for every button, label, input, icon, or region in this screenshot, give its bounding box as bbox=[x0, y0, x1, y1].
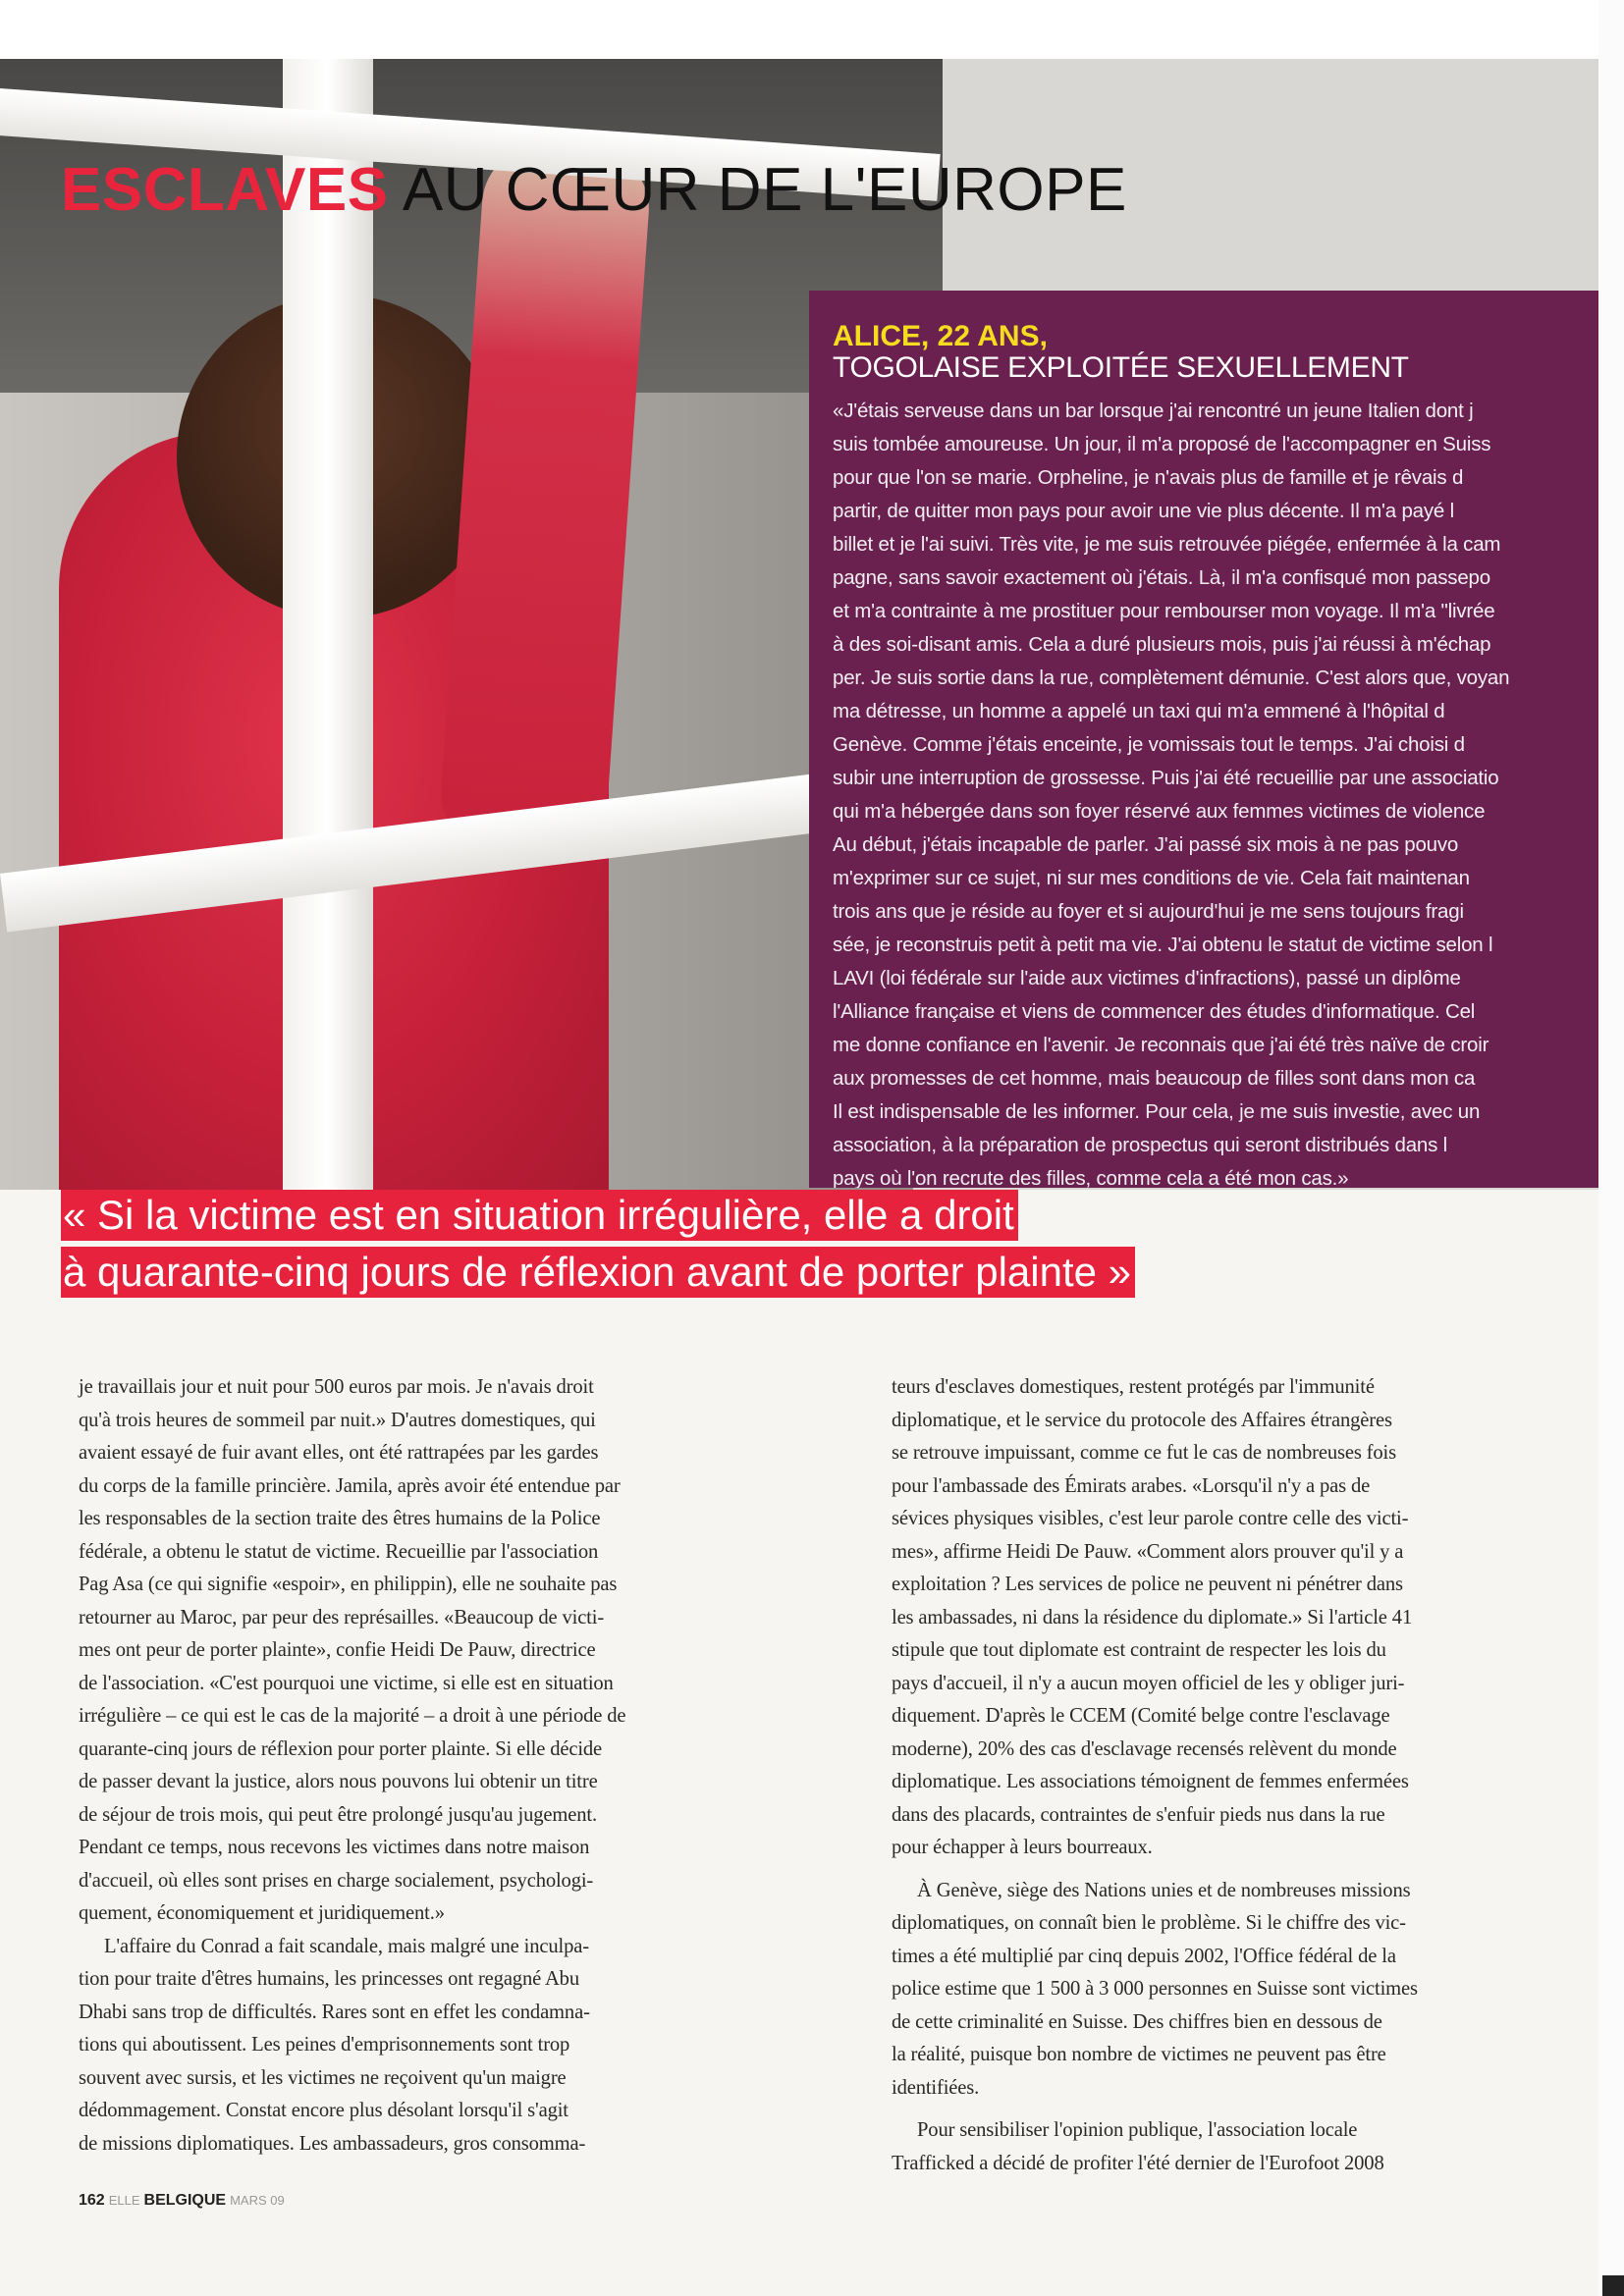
article-title-red: ESCLAVES bbox=[61, 156, 389, 224]
scan-margin-top bbox=[0, 0, 1624, 59]
body-text-line: times a été multiplié par cinq depuis 2002, l'Office fédéral de la bbox=[892, 1945, 1396, 1967]
body-text-line: diplomatiques, on connaît bien le problème. Si le chiffre des vic- bbox=[892, 1912, 1406, 1934]
body-text-line: Pag Asa (ce qui signifie «espoir», en philippin), elle ne souhaite pas bbox=[79, 1574, 618, 1595]
body-text-line: Pour sensibiliser l'opinion publique, l'association locale bbox=[917, 2119, 1358, 2141]
body-text-line: du corps de la famille princière. Jamila, après avoir été entendue par bbox=[79, 1474, 621, 1497]
body-text-line: identifiées. bbox=[892, 2076, 980, 2099]
article-title bbox=[61, 155, 1127, 225]
pull-quote-line-2: à quarante-cinq jours de réflexion avant de porter plainte » bbox=[61, 1247, 1135, 1298]
body-text-line: les responsables de la section traite des êtres humains de la Police bbox=[79, 1508, 601, 1529]
body-text-line: teurs d'esclaves domestiques, restent protégés par l'immunité bbox=[892, 1376, 1375, 1398]
testimonial-line: aux promesses de cet homme, mais beaucoup de filles sont dans mon ca bbox=[833, 1067, 1476, 1090]
body-text-line: de l'association. «C'est pourquoi une victime, si elle est en situation bbox=[79, 1672, 614, 1694]
testimonial-line: qui m'a hébergée dans son foyer réservé aux femmes victimes de violence bbox=[833, 800, 1486, 823]
testimonial-line: et m'a contrainte à me prostituer pour rembourser mon voyage. Il m'a "livrée bbox=[833, 600, 1495, 622]
body-text-line: qu'à trois heures de sommeil par nuit.» D'autres domestiques, qui bbox=[79, 1409, 596, 1431]
pull-quote-line-1: « Si la victime est en situation irrégulière, elle a droit bbox=[61, 1190, 1018, 1241]
magazine-name: ELLE bbox=[108, 2193, 140, 2208]
testimonial-line: per. Je suis sortie dans la rue, complètement démunie. C'est alors que, voyan bbox=[833, 667, 1510, 689]
testimonial-name: ALICE, 22 ANS, bbox=[833, 320, 1048, 352]
testimonial-line: Genève. Comme j'étais enceinte, je vomissais tout le temps. J'ai choisi d bbox=[833, 733, 1465, 756]
testimonial-box bbox=[809, 291, 1598, 1188]
body-text-line: Dhabi sans trop de difficultés. Rares sont en effet les condamna- bbox=[79, 2001, 590, 2023]
body-text-line: de cette criminalité en Suisse. Des chiffres bien en dessous de bbox=[892, 2010, 1382, 2033]
body-text-line: mes», affirme Heidi De Pauw. «Comment alors prouver qu'il y a bbox=[892, 1540, 1404, 1563]
testimonial-line: me donne confiance en l'avenir. Je reconnais que j'ai été très naïve de croir bbox=[833, 1034, 1489, 1056]
body-text-line: tions qui aboutissent. Les peines d'emprisonnements sont trop bbox=[79, 2034, 570, 2056]
body-column-left bbox=[79, 1371, 789, 2161]
body-text-line: moderne), 20% des cas d'esclavage recensés relèvent du monde bbox=[892, 1737, 1397, 1760]
testimonial-line: subir une interruption de grossesse. Puis j'ai été recueillie par une associatio bbox=[833, 767, 1499, 789]
body-text-line: mes ont peur de porter plainte», confie Heidi De Pauw, directrice bbox=[79, 1639, 596, 1661]
body-text-line: quarante-cinq jours de réflexion pour porter plainte. Si elle décide bbox=[79, 1737, 603, 1760]
body-text-line: de séjour de trois mois, qui peut être prolongé jusqu'au jugement. bbox=[79, 1803, 597, 1826]
body-text-line: tion pour traite d'êtres humains, les princesses ont regagné Abu bbox=[79, 1968, 579, 1990]
body-text-line: d'accueil, où elles sont prises en charge socialement, psychologi- bbox=[79, 1869, 594, 1892]
body-text-line: je travaillais jour et nuit pour 500 euros par mois. Je n'avais droit bbox=[79, 1376, 594, 1398]
testimonial-line: association, à la préparation de prospectus qui seront distribués dans l bbox=[833, 1134, 1448, 1156]
body-text-line: pays d'accueil, il n'y a aucun moyen officiel de les y obliger juri- bbox=[892, 1672, 1405, 1694]
body-text-line: quement, économiquement et juridiquement.» bbox=[79, 1902, 445, 1924]
magazine-edition: BELGIQUE bbox=[143, 2192, 227, 2209]
body-text-line: sévices physiques visibles, c'est leur parole contre celle des victi- bbox=[892, 1508, 1409, 1529]
photo-window-bar-vertical bbox=[283, 59, 373, 1190]
body-text-line: souvent avec sursis, et les victimes ne reçoivent qu'un maigre bbox=[79, 2066, 567, 2089]
testimonial-line: pagne, sans savoir exactement où j'étais. Là, il m'a confisqué mon passepo bbox=[833, 566, 1490, 589]
testimonial-text bbox=[833, 395, 1598, 1188]
pull-quote bbox=[61, 1190, 1135, 1304]
body-text-line: police estime que 1 500 à 3 000 personnes en Suisse sont victimes bbox=[892, 1978, 1418, 2000]
page-number: 162 bbox=[79, 2192, 105, 2209]
body-text-line: irrégulière – ce qui est le cas de la majorité – a droit à une période de bbox=[79, 1705, 626, 1727]
body-text-line: dans des placards, contraintes de s'enfuir pieds nus dans la rue bbox=[892, 1803, 1385, 1826]
body-text-line: de missions diplomatiques. Les ambassadeurs, gros consomma- bbox=[79, 2132, 586, 2155]
body-text-line: se retrouve impuissant, comme ce fut le cas de nombreuses fois bbox=[892, 1442, 1396, 1464]
article-title-dark: AU CŒUR DE L'EUROPE bbox=[388, 156, 1127, 224]
issue-date: MARS 09 bbox=[230, 2193, 285, 2208]
testimonial-line: Il est indispensable de les informer. Pour cela, je me suis investie, avec un bbox=[833, 1100, 1481, 1123]
body-text-line: stipule que tout diplomate est contraint de respecter les lois du bbox=[892, 1639, 1386, 1661]
body-text-line: les ambassades, ni dans la résidence du diplomate.» Si l'article 41 bbox=[892, 1606, 1413, 1629]
testimonial-line: sée, je reconstruis petit à petit ma vie. J'ai obtenu le statut de victime selon l bbox=[833, 934, 1493, 956]
testimonial-line: suis tombée amoureuse. Un jour, il m'a proposé de l'accompagner en Suiss bbox=[833, 433, 1491, 455]
testimonial-line: Au début, j'étais incapable de parler. J'ai passé six mois à ne pas pouvo bbox=[833, 833, 1459, 856]
body-column-right bbox=[892, 1371, 1602, 2180]
body-text-line: retourner au Maroc, par peur des représailles. «Beaucoup de victi- bbox=[79, 1606, 605, 1629]
testimonial-line: partir, de quitter mon pays pour avoir une vie plus décente. Il m'a payé l bbox=[833, 500, 1454, 522]
testimonial-line: l'Alliance française et viens de commencer des études d'informatique. Cel bbox=[833, 1000, 1476, 1023]
testimonial-line: à des soi-disant amis. Cela a duré plusieurs mois, puis j'ai réussi à m'échap bbox=[833, 633, 1491, 656]
body-text-line: de passer devant la justice, alors nous pouvons lui obtenir un titre bbox=[79, 1771, 598, 1792]
testimonial-line: LAVI (loi fédérale sur l'aide aux victimes d'infractions), passé un diplôme bbox=[833, 967, 1461, 989]
body-text-line: À Genève, siège des Nations unies et de nombreuses missions bbox=[917, 1879, 1411, 1901]
testimonial-line: billet et je l'ai suivi. Très vite, je me suis retrouvée piégée, enfermée à la cam bbox=[833, 533, 1501, 556]
testimonial-line: ma détresse, un homme a appelé un taxi qui m'a emmené à l'hôpital d bbox=[833, 700, 1445, 722]
body-text-line: Trafficked a décidé de profiter l'été dernier de l'Eurofoot 2008 bbox=[892, 2152, 1384, 2174]
body-text-line: pour échapper à leurs bourreaux. bbox=[892, 1837, 1153, 1858]
body-text-line: diplomatique, et le service du protocole des Affaires étrangères bbox=[892, 1409, 1392, 1431]
body-text-line: pour l'ambassade des Émirats arabes. «Lorsqu'il n'y a pas de bbox=[892, 1474, 1371, 1497]
body-text-line: L'affaire du Conrad a fait scandale, mais malgré une inculpa- bbox=[104, 1935, 589, 1957]
body-text-line: avaient essayé de fuir avant elles, ont été rattrapées par les gardes bbox=[79, 1442, 599, 1464]
scan-corner-mark bbox=[1602, 2275, 1624, 2296]
testimonial-subtitle: TOGOLAISE EXPLOITÉE SEXUELLEMENT bbox=[833, 351, 1409, 384]
testimonial-line: pays où l'on recrute des filles, comme cela a été mon cas.» bbox=[833, 1167, 1349, 1188]
scan-margin-right bbox=[1598, 0, 1624, 2296]
body-text-line: dédommagement. Constat encore plus désolant lorsqu'il s'agit bbox=[79, 2100, 568, 2121]
testimonial-line: pour que l'on se marie. Orpheline, je n'avais plus de famille et je rêvais d bbox=[833, 466, 1464, 489]
testimonial-line: «J'étais serveuse dans un bar lorsque j'ai rencontré un jeune Italien dont j bbox=[833, 400, 1474, 422]
body-text-line: la réalité, puisque bon nombre de victimes ne peuvent pas être bbox=[892, 2044, 1386, 2065]
body-text-line: fédérale, a obtenu le statut de victime. Recueillie par l'association bbox=[79, 1540, 599, 1563]
testimonial-line: trois ans que je réside au foyer et si aujourd'hui je me sens toujours fragi bbox=[833, 900, 1464, 923]
body-text-line: exploitation ? Les services de police ne peuvent ni pénétrer dans bbox=[892, 1574, 1403, 1595]
testimonial-line: m'exprimer sur ce sujet, ni sur mes conditions de vie. Cela fait maintenan bbox=[833, 867, 1470, 889]
body-text-line: diplomatique. Les associations témoignent de femmes enfermées bbox=[892, 1771, 1409, 1792]
body-text-line: Pendant ce temps, nous recevons les victimes dans notre maison bbox=[79, 1837, 590, 1858]
body-text-line: diquement. D'après le CCEM (Comité belge contre l'esclavage bbox=[892, 1705, 1390, 1727]
page-footer bbox=[79, 2192, 285, 2210]
